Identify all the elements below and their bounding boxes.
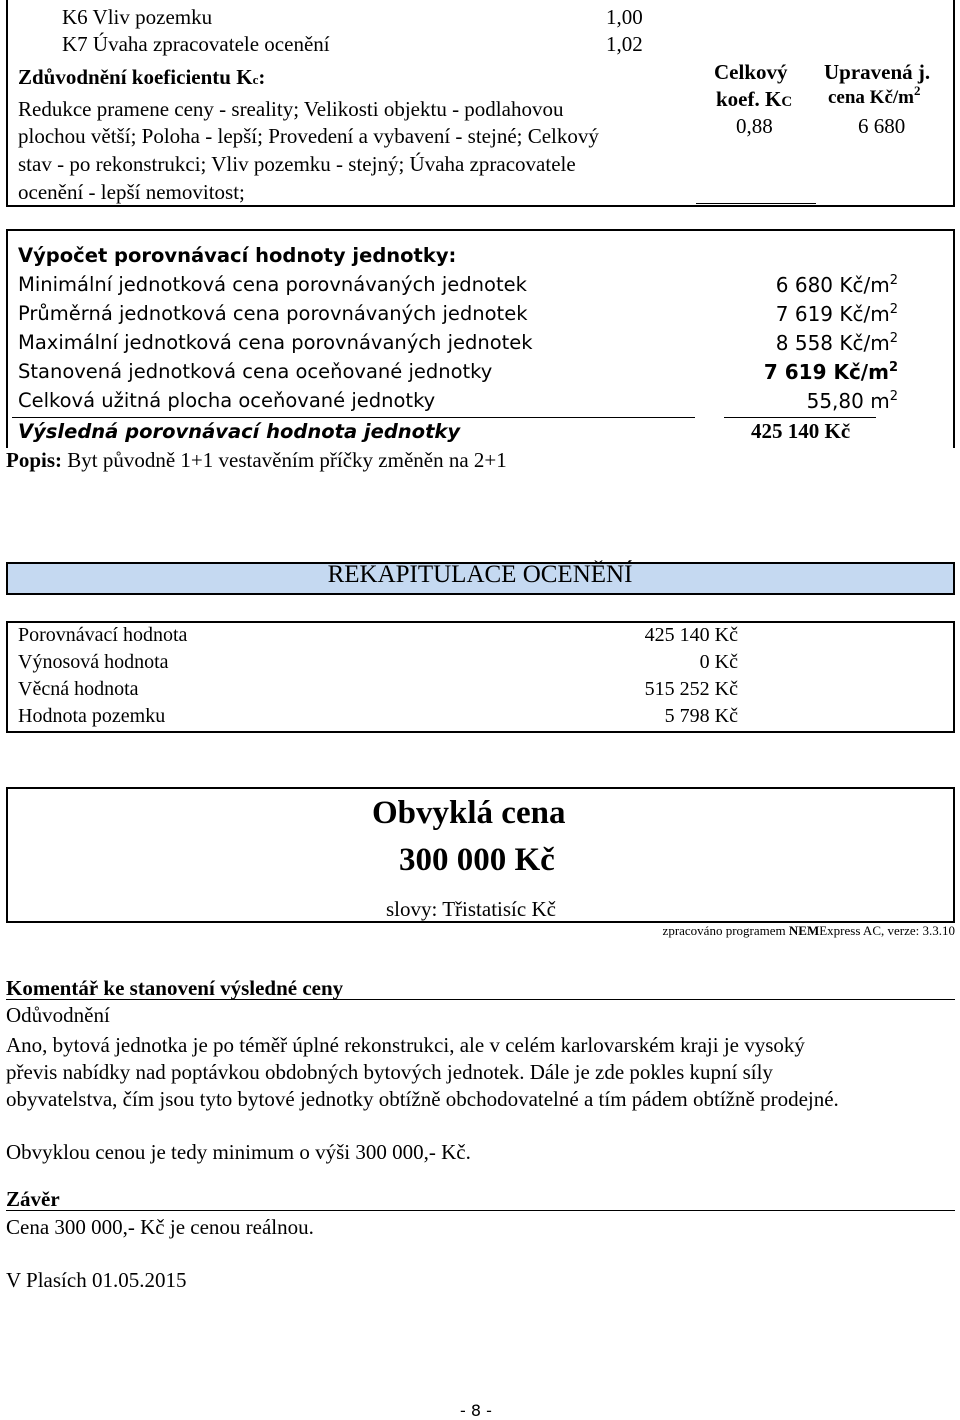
calc-row-value: 7 619 $Kč/m^2$ [763,360,898,384]
recap-row-value: 515 252 Kč [644,678,738,700]
k7-label: K7 Úvaha zpracovatele ocenění [62,32,330,56]
software-note: zpracováno programem NEMExpress AC, verze: 3.3.10 [662,923,955,938]
adjusted-price-header-2: cena $Kč/m^2$ [828,83,921,108]
recap-row-value: 5 798 Kč [664,705,738,727]
paragraph-line: převis nabídky nad poptávkou obdobných bytových jednotek. Dále je zde pokles kupní síly [6,1060,773,1084]
comment-title: Komentář ke stanovení výsledné ceny [6,976,344,1000]
calc-row-label: Stanovená jednotková cena oceňované jednotky [18,360,493,383]
recap-row-label: Porovnávací hodnota [18,624,188,646]
total-coef-header-2: koef. KC [716,87,793,111]
result-label: Výsledná porovnávací hodnota jednotky [18,420,461,443]
justification-line-4: ocenění - lepší nemovitost; [18,180,245,204]
total-coef-header-1: Celkový [714,60,788,84]
calc-row-value: 55,80 $m^2$ [806,389,898,413]
place-date: V Plasích 01.05.2015 [6,1268,187,1292]
calc-row-label: Minimální jednotková cena porovnávaných jednotek [18,273,527,296]
k7-value: 1,02 [606,32,643,56]
divider [6,999,955,1000]
divider [724,417,876,418]
total-coef-value: 0,88 [736,114,773,138]
calc-row-label: Průměrná jednotková cena porovnávaných jednotek [18,302,528,325]
justification-title: Zdůvodnění koeficientu Kc: [18,65,266,89]
page-number: - 8 - [460,1401,492,1420]
calc-row-value: 6 680 $Kč/m^2$ [775,273,898,297]
recap-row-label: Výnosová hodnota [18,651,169,673]
justification-line-3: stav - po rekonstrukci; Vliv pozemku - stejný; Úvaha zpracovatele [18,152,576,176]
calc-row-label: Maximální jednotková cena porovnávaných jednotek [18,331,533,354]
price-title: Obvyklá cena [372,795,566,831]
calc-row-value: 8 558 $Kč/m^2$ [775,331,898,355]
adjusted-price-header-1: Upravená j. [824,60,931,84]
justification-heading: Odůvodnění [6,1003,110,1027]
price-in-words: slovy: Třistatisíc Kč [386,897,556,921]
price-amount: 300 000 Kč [399,842,555,878]
k6-label: K6 Vliv pozemku [62,5,213,29]
divider [696,203,816,204]
calc-title: Výpočet porovnávací hodnoty jednotky: [18,244,457,267]
calc-row-label: Celková užitná plocha oceňované jednotky [18,389,436,412]
adjusted-price-value: 6 680 [858,114,906,138]
conclusion-heading: Závěr [6,1187,60,1211]
recap-row-value: 0 Kč [699,651,738,673]
recap-title: REKAPITULACE OCENĚNÍ [327,561,633,588]
paragraph-line: obyvatelstva, čím jsou tyto bytové jednotky obtížně obchodovatelné a tím pádem obtížně prodejné. [6,1087,839,1111]
result-value: 425 140 Kč [751,419,851,443]
calc-row-value: 7 619 $Kč/m^2$ [775,302,898,326]
paragraph-line: Ano, bytová jednotka je po téměř úplné rekonstrukci, ale v celém karlovarském kraji je vysoký [6,1033,805,1057]
justification-line-2: plochou větší; Poloha - lepší; Provedení a vybavení - stejné; Celkový [18,124,599,148]
k6-value: 1,00 [606,5,643,29]
divider [12,417,695,418]
recap-row-label: Věcná hodnota [18,678,139,700]
justification-line-1: Redukce pramene ceny - sreality; Velikosti objektu - podlahovou [18,97,564,121]
recap-row-label: Hodnota pozemku [18,705,166,727]
note: Popis: Byt původně 1+1 vestavěním příčky změněn na 2+1 [6,448,507,472]
conclusion-text: Cena 300 000,- Kč je cenou reálnou. [6,1215,314,1239]
minimum-text: Obvyklou cenou je tedy minimum o výši 300 000,- Kč. [6,1140,471,1164]
recap-row-value: 425 140 Kč [644,624,738,646]
divider [6,1210,955,1211]
